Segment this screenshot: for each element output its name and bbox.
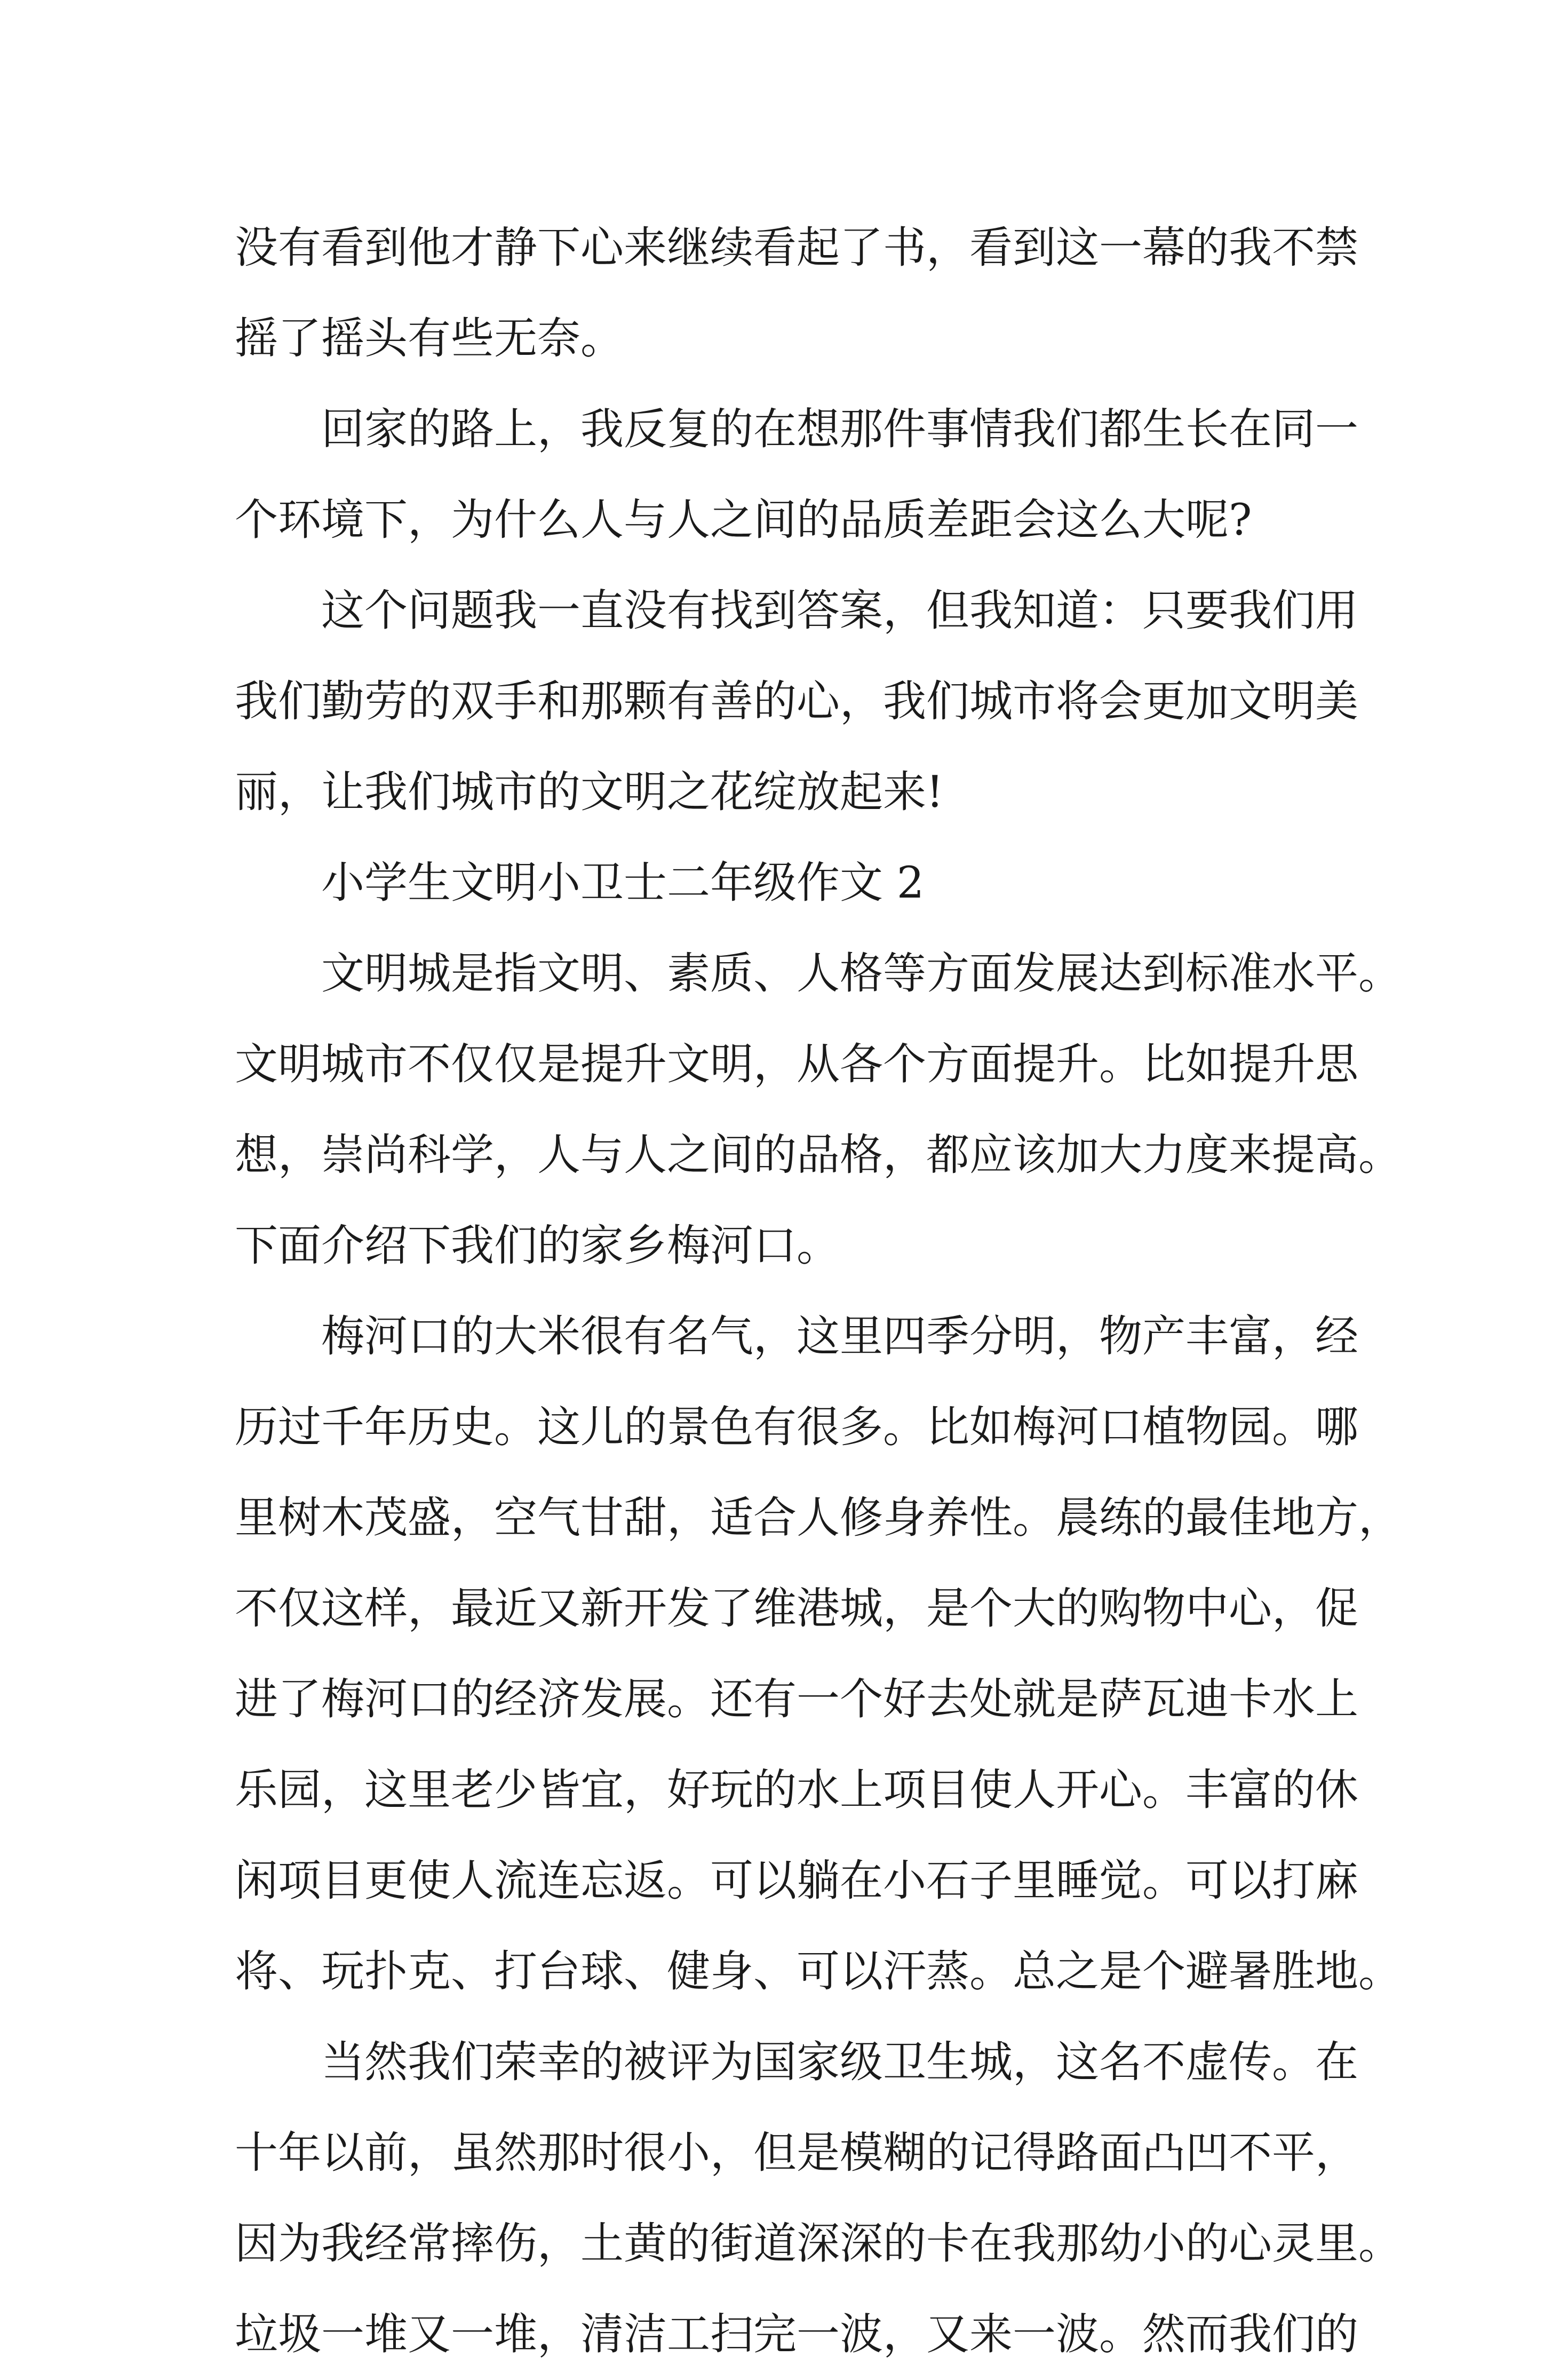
text-line: 历过千年历史。这儿的景色有很多。比如梅河口植物园。哪 (235, 1402, 1359, 1453)
text-line: 进了梅河口的经济发展。还有一个好去处就是萨瓦迪卡水上 (235, 1675, 1359, 1725)
text-line: 没有看到他才静下心来继续看起了书，看到这一幕的我不禁 (235, 223, 1359, 273)
text-line: 下面介绍下我们的家乡梅河口。 (235, 1221, 840, 1271)
text-line: 里树木茂盛，空气甘甜，适合人修身养性。晨练的最佳地方， (235, 1493, 1402, 1543)
text-line: 文明城市不仅仅是提升文明，从各个方面提升。比如提升思 (235, 1040, 1359, 1090)
text-line: 想，崇尚科学，人与人之间的品格，都应该加大力度来提高。 (235, 1130, 1402, 1180)
text-line: 文明城是指文明、素质、人格等方面发展达到标准水平。 (321, 949, 1402, 999)
text-line: 闲项目更使人流连忘返。可以躺在小石子里睡觉。可以打麻 (235, 1856, 1359, 1906)
text-line: 当然我们荣幸的被评为国家级卫生城，这名不虚传。在 (321, 2037, 1359, 2088)
text-line: 将、玩扑克、打台球、健身、可以汗蒸。总之是个避暑胜地。 (235, 1947, 1402, 1997)
text-line: 这个问题我一直没有找到答案，但我知道：只要我们用 (321, 586, 1359, 636)
essay-heading: 小学生文明小卫士二年级作文 2 (321, 858, 925, 908)
text-line: 十年以前，虽然那时很小，但是模糊的记得路面凸凹不平， (235, 2128, 1359, 2178)
text-line: 摇了摇头有些无奈。 (235, 314, 624, 364)
text-line: 乐园，这里老少皆宜，好玩的水上项目使人开心。丰富的休 (235, 1765, 1359, 1815)
text-line: 丽，让我们城市的文明之花绽放起来! (235, 767, 944, 818)
text-line: 个环境下，为什么人与人之间的品质差距会这么大呢? (235, 495, 1252, 545)
text-line: 我们勤劳的双手和那颗有善的心，我们城市将会更加文明美 (235, 677, 1359, 727)
text-line: 梅河口的大米很有名气，这里四季分明，物产丰富，经 (321, 1312, 1359, 1362)
text-line: 不仅这样，最近又新开发了维港城，是个大的购物中心，促 (235, 1584, 1359, 1634)
document-body (235, 203, 1402, 2380)
text-line: 回家的路上，我反复的在想那件事情我们都生长在同一 (321, 404, 1359, 455)
text-line: 因为我经常摔伤，土黄的街道深深的卡在我那幼小的心灵里。 (235, 2219, 1402, 2269)
text-line: 垃圾一堆又一堆，清洁工扫完一波，又来一波。然而我们的 (235, 2310, 1359, 2360)
